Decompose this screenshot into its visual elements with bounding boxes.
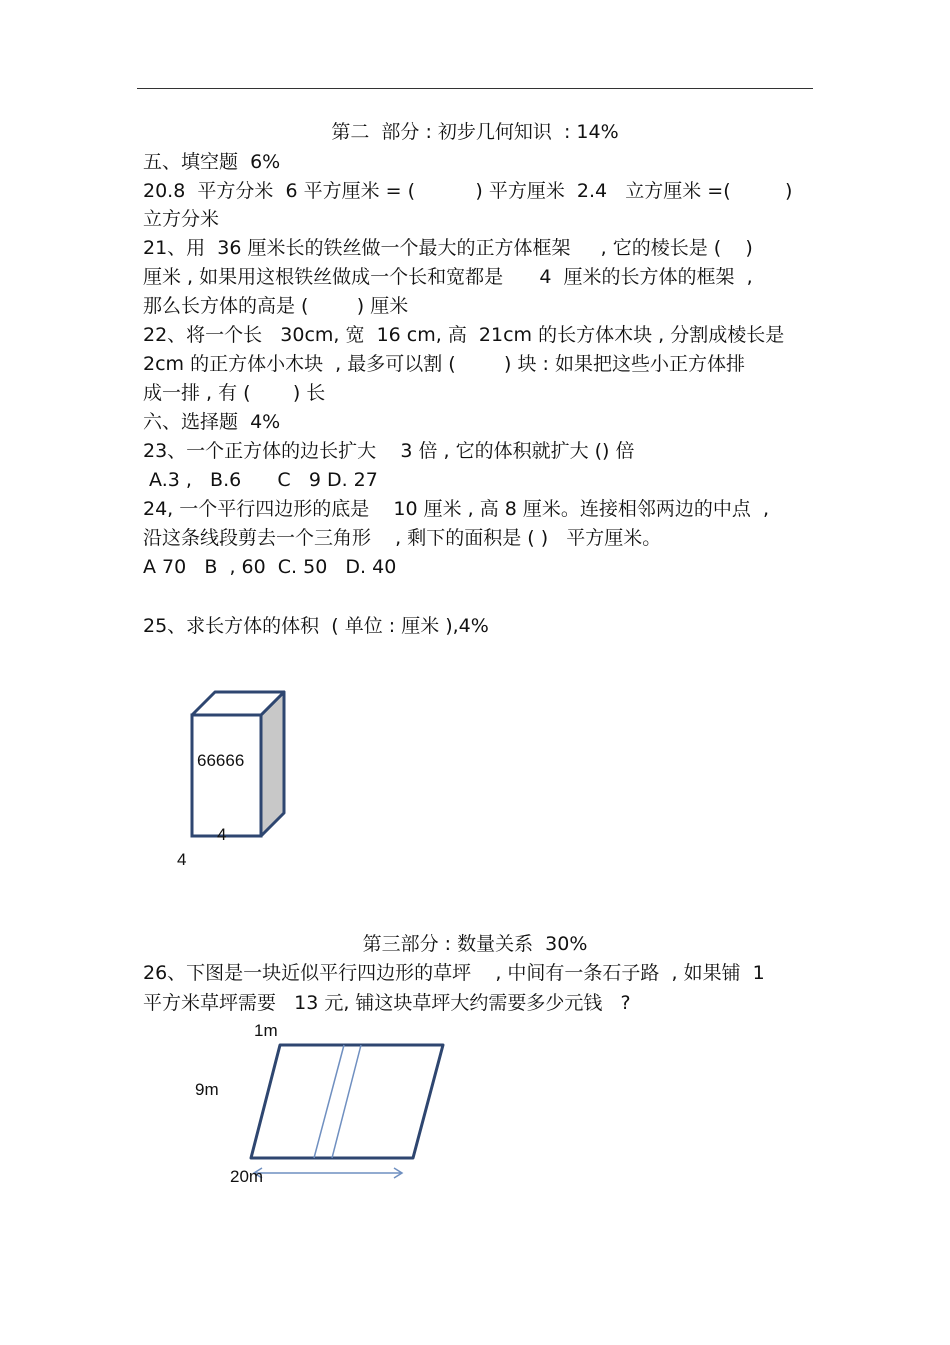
cuboid-depth-label: 4 <box>177 850 187 869</box>
question-22-line-3: 成一排 , 有 ( ) 长 <box>143 382 326 404</box>
question-25: 25、求长方体的体积 ( 单位 : 厘米 ),4% <box>143 615 489 637</box>
question-20-line-2: 立方分米 <box>143 208 220 230</box>
question-24-options: A 70 B , 60 C. 50 D. 40 <box>143 556 397 578</box>
question-23-options: A.3 , B.6 C 9 D. 27 <box>143 469 378 491</box>
question-21-line-1: 21、用 36 厘米长的铁丝做一个最大的正方体框架 , 它的棱长是 ( ) <box>143 237 753 259</box>
section-choice: 六、选择题 4% <box>143 411 281 433</box>
stone-path-edge-left <box>314 1045 344 1158</box>
question-23-line-1: 23、一个正方体的边长扩大 3 倍 , 它的体积就扩大 () 倍 <box>143 440 635 462</box>
lawn-parallelogram-figure <box>240 1035 460 1185</box>
part2-title: 第二 部分 : 初步几何知识 : 14% <box>331 121 619 143</box>
question-22-line-2: 2cm 的正方体小木块 , 最多可以割 ( ) 块 : 如果把这些小正方体排 <box>143 353 745 375</box>
cuboid-height-label: 66666 <box>197 751 245 770</box>
question-20-line-1: 20.8 平方分米 6 平方厘米 = ( ) 平方厘米 2.4 立方厘米 =( ) <box>143 180 793 202</box>
cuboid-front-face <box>192 715 261 836</box>
question-24-line-1: 24, 一个平行四边形的底是 10 厘米 , 高 8 厘米。连接相邻两边的中点 , <box>143 498 770 520</box>
question-22-line-1: 22、将一个长 30cm, 宽 16 cm, 高 21cm 的长方体木块 , 分割成棱长是 <box>143 324 785 346</box>
top-rule <box>137 88 813 89</box>
question-21-line-2: 厘米 , 如果用这根铁丝做成一个长和宽都是 4 厘米的长方体的框架 , <box>143 266 753 288</box>
path-width-label: 1m <box>254 1021 278 1040</box>
part3-title: 第三部分 : 数量关系 30% <box>362 933 588 955</box>
question-26-line-2: 平方米草坪需要 13 元, 铺这块草坪大约需要多少元钱 ? <box>143 992 631 1014</box>
question-26-line-1: 26、下图是一块近似平行四边形的草坪 , 中间有一条石子路 , 如果铺 1 <box>143 962 765 984</box>
stone-path-edge-right <box>332 1045 361 1158</box>
question-21-line-3: 那么长方体的高是 ( ) 厘米 <box>143 295 409 317</box>
cuboid-width-label: 4 <box>217 825 227 844</box>
section-fill-in: 五、填空题 6% <box>143 151 281 173</box>
question-24-line-2: 沿这条线段剪去一个三角形 , 剩下的面积是 ( ) 平方厘米。 <box>143 527 662 549</box>
lawn-height-label: 9m <box>195 1080 219 1099</box>
lawn-base-label: 20m <box>230 1167 264 1186</box>
